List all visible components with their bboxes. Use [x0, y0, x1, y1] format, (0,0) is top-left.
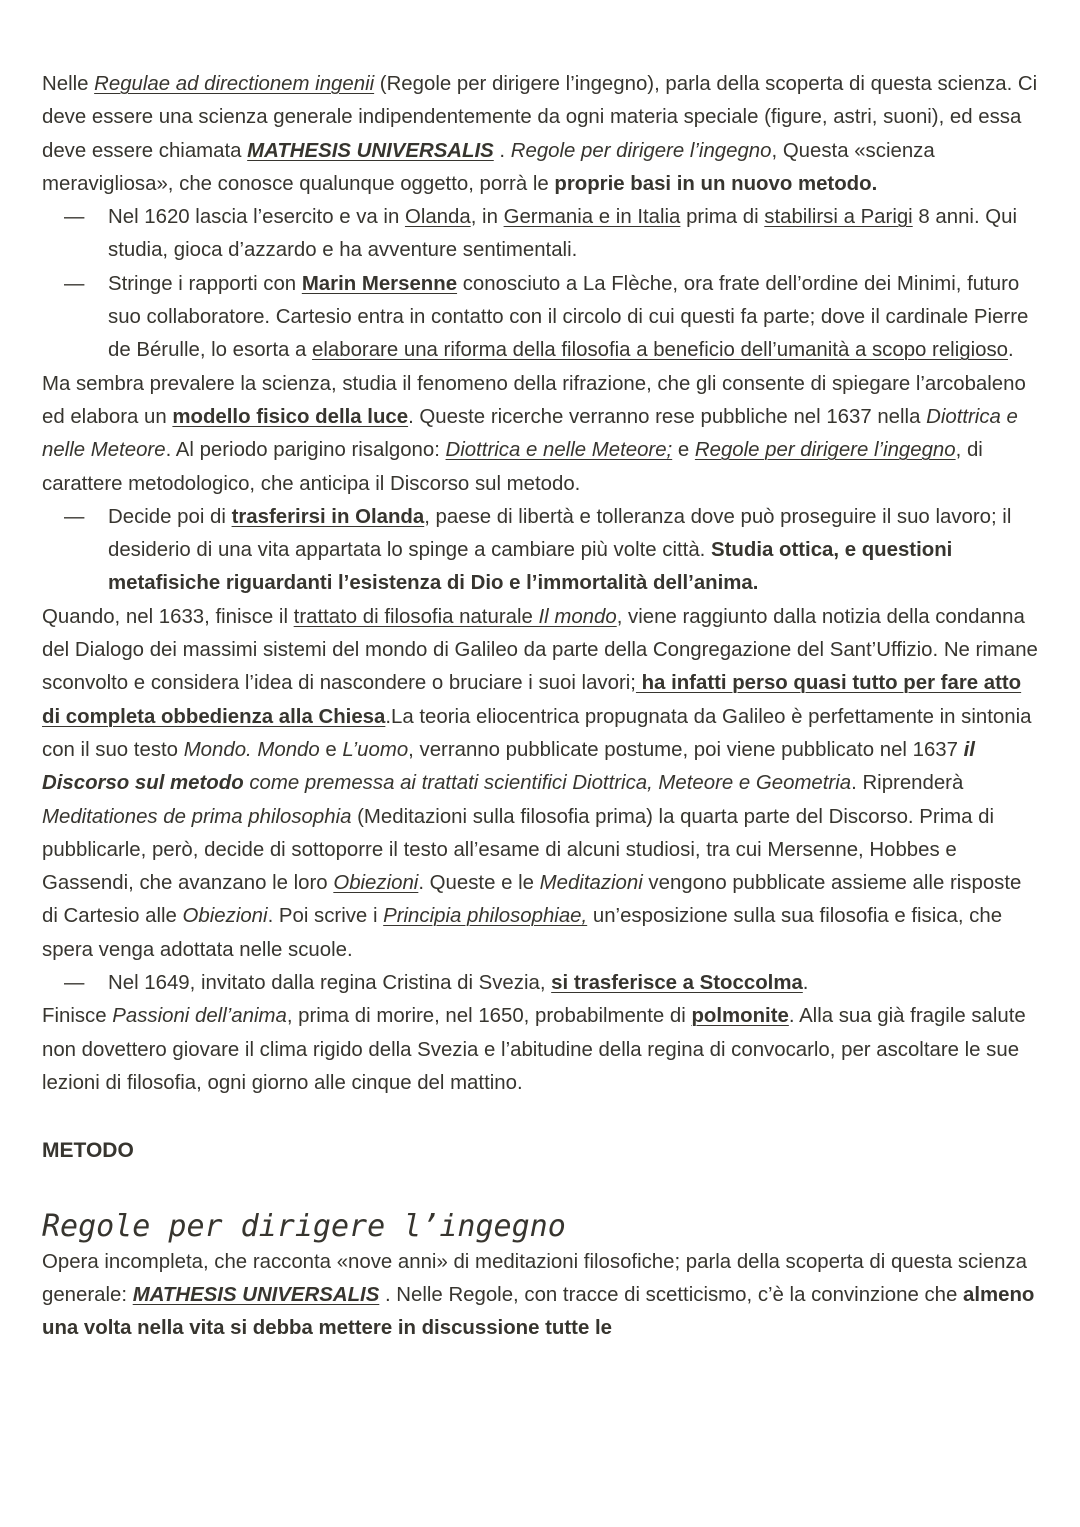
- document-page: [42, 68, 1042, 1345]
- link-mathesis-universalis[interactable]: MATHESIS UNIVERSALIS: [132, 1283, 380, 1306]
- italic-text: Mondo.: [183, 738, 252, 761]
- text: , paese di libertà e tolleranza dove può proseguire il suo lavoro; il desiderio di una vita appartata lo spinge a cambiare più volte città.: [108, 505, 1012, 562]
- link-obiezioni[interactable]: Obiezioni: [333, 872, 419, 895]
- list-item: [42, 201, 1042, 268]
- text: e: [319, 738, 343, 761]
- text: , in: [470, 206, 504, 229]
- link-modello-luce[interactable]: modello fisico della luce: [172, 405, 409, 428]
- link-olanda[interactable]: Olanda: [404, 206, 471, 229]
- heading-metodo: METODO: [42, 1139, 134, 1163]
- link-riforma-filosofia[interactable]: elaborare una riforma della filosofia a beneficio dell’umanità a scopo religioso: [312, 339, 1008, 362]
- text: Stringe i rapporti con: [108, 272, 302, 295]
- link-principia[interactable]: Principia philosophiae,: [383, 905, 588, 928]
- text: , viene raggiunto dalla notizia della condanna del Dialogo dei massimi sistemi del mondo di Galileo da parte della Congregazione del Sant’Uffizio. Ne rimane sconvolto e considera l’idea di nascondere o bruciare i suoi lavori;: [42, 605, 1038, 695]
- text: Finisce: [42, 1005, 113, 1028]
- text: trattato di filosofia naturale: [293, 605, 539, 628]
- text: conosciuto a La Flèche, ora frate dell’ordine dei Minimi, futuro suo collaboratore. Cartesio entra in contatto con il circolo di cui questi fa parte; dove il cardinale Pierre de Bérulle, lo esorta a: [108, 272, 1029, 362]
- link-regulae[interactable]: Regulae ad directionem ingenii: [94, 73, 375, 95]
- link-mathesis-universalis[interactable]: MATHESIS UNIVERSALIS: [247, 139, 494, 162]
- italic-text: Il mondo: [538, 605, 617, 628]
- text: Nel 1620 lascia l’esercito e va in: [108, 206, 405, 229]
- link-parigi[interactable]: stabilirsi a Parigi: [764, 206, 913, 229]
- paragraph-mondo: [42, 601, 1042, 967]
- italic-text: Meditazioni: [539, 872, 643, 895]
- paragraph-opera-incompleta: [42, 1246, 1042, 1346]
- text: . Al periodo parigino risalgono:: [165, 439, 446, 462]
- link-diottrica[interactable]: Diottrica e nelle Meteore;: [445, 439, 673, 462]
- bullet-dash: —: [64, 505, 85, 528]
- italic-text: Meditationes de prima philosophia: [42, 805, 352, 828]
- text: .: [802, 972, 809, 995]
- text: . Nelle Regole, con tracce di scetticismo, c’è la convinzione che: [379, 1283, 963, 1306]
- text: , verranno pubblicate postume, poi viene pubblicato nel 1637: [408, 738, 964, 761]
- text: .: [1007, 339, 1014, 362]
- italic-text: Diottrica e nelle Meteore: [42, 405, 1018, 462]
- text: . Alla sua già fragile salute non dovettero giovare il clima rigido della Svezia e l’abitudine della regina di convocarlo, per ascoltare le sue lezioni di filosofia, ogni giorno alle cinque del mattino.: [42, 1005, 1026, 1094]
- link-trasferirsi-olanda[interactable]: trasferirsi in Olanda: [231, 505, 425, 528]
- text: e: [672, 439, 695, 462]
- text: un’esposizione sulla sua filosofia e fisica, che spera venga adottata nelle scuole.: [42, 905, 1003, 961]
- link-regole[interactable]: Regole per dirigere l’ingegno: [694, 439, 956, 462]
- text: .La teoria eliocentrica propugnata da Galileo è perfettamente in sintonia con il suo testo: [42, 705, 1032, 761]
- paragraph-passioni: [42, 1000, 1042, 1100]
- text: 8 anni. Qui studia, gioca d’azzardo e ha avventure sentimentali.: [108, 206, 1018, 262]
- text: Nelle: [42, 73, 95, 95]
- heading-regole: Regole per dirigere l’ingegno: [42, 1208, 566, 1244]
- italic-text: Regole per dirigere l’ingegno: [510, 139, 772, 162]
- bold-text: Studia ottica, e questioni metafisiche riguardanti l’esistenza di Dio e l’immortalità dell’anima.: [108, 539, 953, 595]
- link-stoccolma[interactable]: si trasferisce a Stoccolma: [551, 972, 803, 995]
- italic-text: L’uomo: [342, 738, 409, 761]
- bold-italic-text: il Discorso sul metodo: [42, 738, 975, 795]
- text: Ma sembra prevalere la scienza, studia il fenomeno della rifrazione, che gli consente di spiegare l’arcobaleno ed elabora un: [42, 372, 1026, 428]
- italic-text: Mondo: [257, 738, 320, 761]
- text: Nel 1649, invitato dalla regina Cristina di Svezia,: [108, 972, 552, 995]
- text: (Regole per dirigere l’ingegno), parla della scoperta di questa scienza. Ci deve essere una scienza generale indipendentemente da ogni materia speciale (figure, astri, suoni), ed essa deve essere chiamata: [42, 73, 1038, 162]
- link-marin-mersenne[interactable]: Marin Mersenne: [301, 272, 458, 295]
- text: vengono pubblicate assieme alle risposte di Cartesio alle: [42, 872, 1022, 928]
- text: prima di: [680, 206, 765, 229]
- text: . Queste e le: [418, 872, 540, 895]
- link-trattato[interactable]: [294, 606, 617, 628]
- bullet-dash: —: [64, 272, 85, 295]
- text: . Riprenderà: [851, 772, 964, 795]
- italic-text: come premessa ai trattati scientifici Diottrica, Meteore e Geometria: [243, 772, 852, 795]
- bullet-dash: —: [64, 206, 85, 229]
- text: . Queste ricerche verranno rese pubbliche nel 1637 nella: [408, 405, 927, 428]
- link-obbedienza[interactable]: ha infatti perso quasi tutto per fare atto di completa obbedienza alla Chiesa: [42, 672, 1022, 728]
- paragraph-scienza: [42, 368, 1042, 501]
- link-polmonite[interactable]: polmonite: [691, 1005, 789, 1028]
- bullet-dash: —: [64, 972, 85, 995]
- text: Quando, nel 1633, finisce il: [42, 605, 294, 628]
- text: , prima di morire, nel 1650, probabilmente di: [286, 1005, 692, 1028]
- text: Decide poi di: [108, 505, 232, 528]
- text: .: [493, 139, 511, 162]
- italic-text: Passioni dell’anima: [112, 1005, 287, 1028]
- text: (Meditazioni sulla filosofia prima) la quarta parte del Discorso. Prima di pubblicarle, però, decide di sottoporre il testo all’esame di alcuni studiosi, tra cui Mersenne, Hobbes e Gassendi, che avanzano le loro: [42, 805, 995, 895]
- list-item: [42, 967, 1042, 1000]
- bold-text: proprie basi in un nuovo metodo.: [554, 172, 878, 195]
- paragraph-regulae: [42, 68, 1042, 201]
- text: , Questa «scienza meravigliosa», che conosce qualunque oggetto, porrà le: [42, 139, 935, 195]
- list-item: [42, 501, 1042, 601]
- italic-text: Obiezioni: [182, 905, 268, 928]
- text: . Poi scrive i: [267, 905, 384, 928]
- link-germania-italia[interactable]: Germania e in Italia: [503, 206, 681, 229]
- bold-text: almeno una volta nella vita si debba mettere in discussione tutte le: [42, 1283, 1035, 1340]
- text: , di carattere metodologico, che anticipa il Discorso sul metodo.: [42, 439, 983, 495]
- list-item: [42, 268, 1042, 368]
- text: Opera incompleta, che racconta «nove anni» di meditazioni filosofiche; parla della scoperta di questa scienza generale:: [42, 1250, 1027, 1306]
